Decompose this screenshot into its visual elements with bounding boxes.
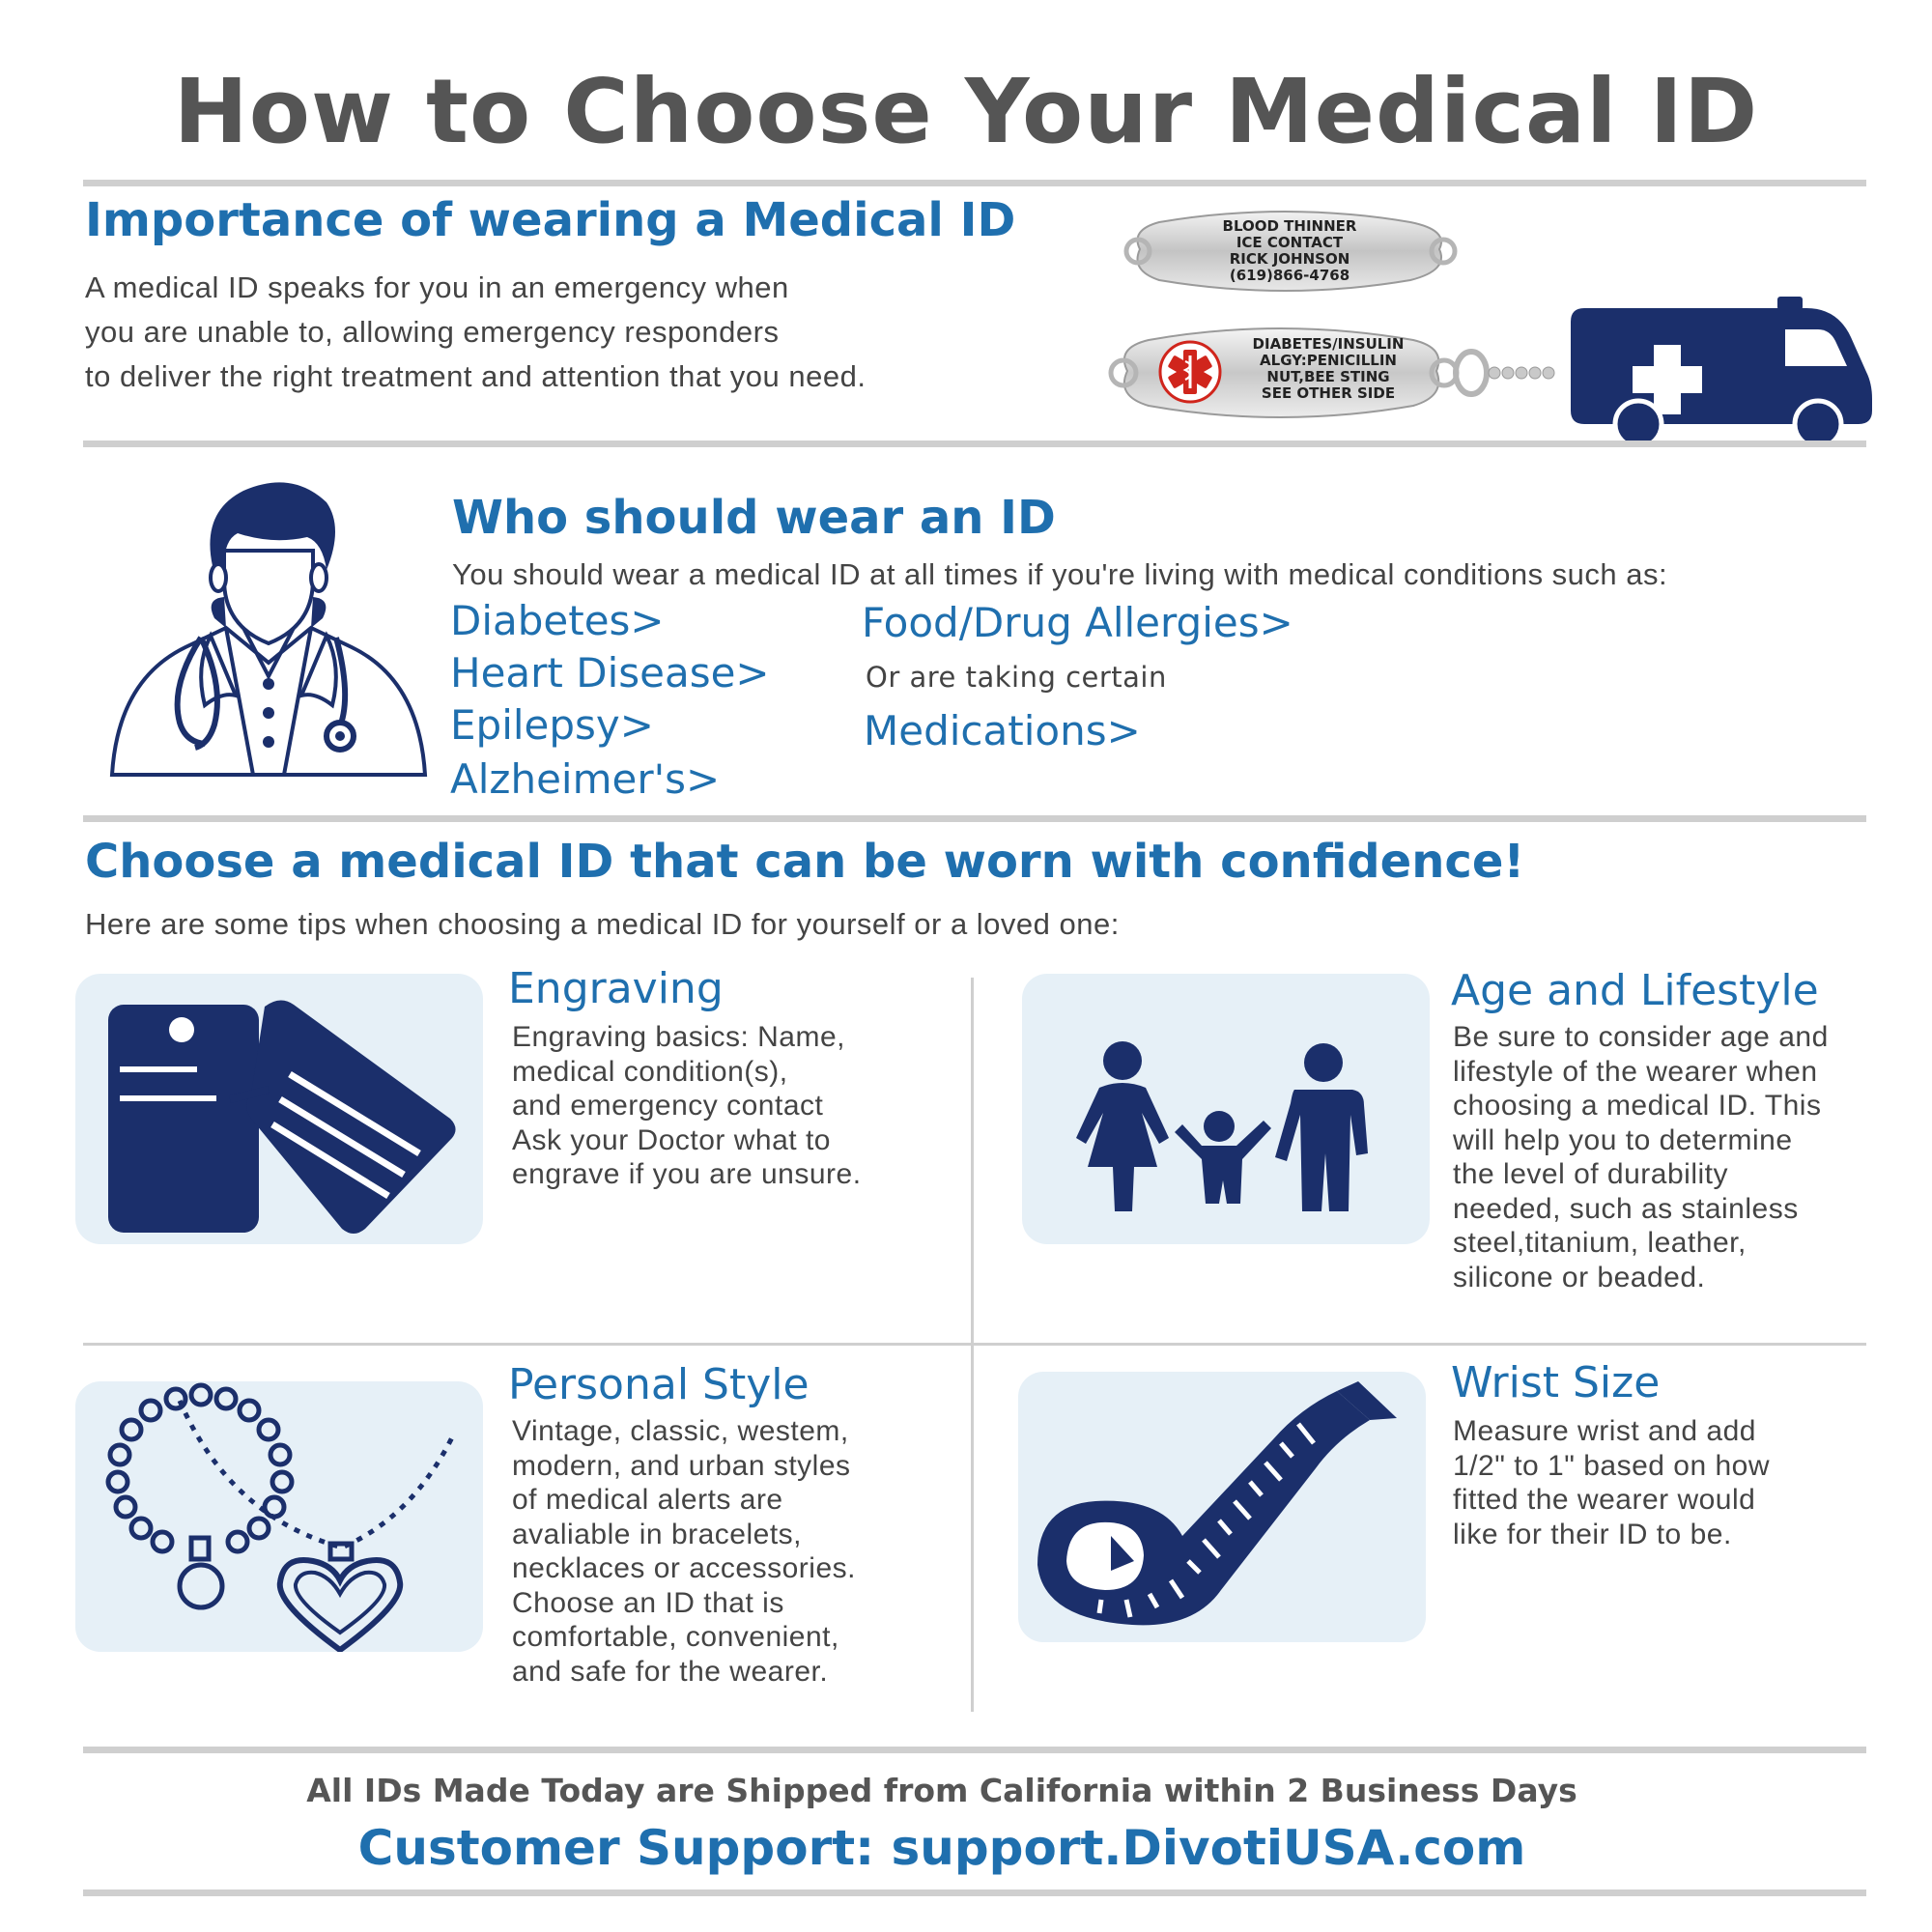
tag-2-line: ALGY:PENICILLIN — [1260, 352, 1397, 369]
tag-1-line: ICE CONTACT — [1236, 234, 1344, 251]
age-line: the level of durability — [1453, 1158, 1728, 1190]
grid-divider-horizontal — [83, 1343, 1866, 1346]
tag-1-line: RICK JOHNSON — [1229, 250, 1350, 268]
choose-heading: Choose a medical ID that can be worn with confidence! — [85, 835, 1525, 889]
age-title: Age and Lifestyle — [1451, 966, 1819, 1015]
style-line: of medical alerts are — [512, 1484, 783, 1516]
tag-2-line: DIABETES/INSULIN — [1252, 335, 1405, 353]
family-icon — [1022, 974, 1430, 1244]
importance-text — [85, 266, 866, 399]
engraving-line: Ask your Doctor what to — [512, 1123, 831, 1156]
style-title: Personal Style — [508, 1360, 810, 1409]
age-line: choosing a medical ID. This — [1453, 1090, 1822, 1122]
shipping-notice: All IDs Made Today are Shipped from California within 2 Business Days — [306, 1772, 1577, 1809]
medical-tag-2 — [1106, 315, 1570, 431]
importance-line: A medical ID speaks for you in an emergency when — [85, 270, 789, 304]
who-heading: Who should wear an ID — [452, 491, 1056, 545]
wrist-line: fitted the wearer would — [1453, 1484, 1756, 1516]
or-taking-text: Or are taking certain — [866, 661, 1167, 694]
tag-1-line: BLOOD THINNER — [1222, 217, 1357, 235]
age-line: steel,titanium, leather, — [1453, 1227, 1747, 1259]
condition-link-alzheimers[interactable]: Alzheimer's> — [450, 755, 721, 803]
wrist-line: 1/2" to 1" based on how — [1453, 1449, 1771, 1482]
divider — [83, 440, 1866, 447]
condition-link-heart-disease[interactable]: Heart Disease> — [450, 649, 770, 696]
engraving-line: engrave if you are unsure. — [512, 1158, 862, 1190]
age-line: silicone or beaded. — [1453, 1261, 1706, 1293]
divider — [83, 180, 1866, 186]
style-line: Vintage, classic, westem, — [512, 1415, 849, 1447]
style-line: modern, and urban styles — [512, 1449, 851, 1482]
age-icon-box — [1022, 974, 1430, 1244]
age-text — [1453, 1020, 1829, 1294]
tag-2-text — [1222, 336, 1435, 402]
style-line: and safe for the wearer. — [512, 1655, 829, 1688]
age-line: will help you to determine — [1453, 1123, 1793, 1156]
style-line: comfortable, convenient, — [512, 1621, 839, 1653]
style-text — [512, 1414, 856, 1689]
measuring-tape-icon — [1018, 1372, 1426, 1642]
engraving-tag-icon — [75, 974, 483, 1244]
age-line: lifestyle of the wearer when — [1453, 1055, 1818, 1088]
condition-link-medications[interactable]: Medications> — [864, 707, 1141, 754]
who-intro: You should wear a medical ID at all times if you're living with medical conditions such as: — [452, 557, 1668, 591]
style-line: necklaces or accessories. — [512, 1552, 856, 1584]
condition-link-allergies[interactable]: Food/Drug Allergies> — [862, 599, 1293, 646]
jewelry-icon — [75, 1381, 483, 1652]
doctor-icon — [108, 473, 429, 779]
wrist-line: like for their ID to be. — [1453, 1518, 1732, 1550]
tag-2-line: NUT,BEE STING — [1266, 368, 1390, 385]
style-line: Choose an ID that is — [512, 1586, 784, 1619]
medical-tag-1 — [1121, 201, 1459, 305]
tag-2-line: SEE OTHER SIDE — [1261, 384, 1396, 402]
customer-support-link[interactable]: Customer Support: support.DivotiUSA.com — [357, 1820, 1526, 1876]
engraving-line: medical condition(s), — [512, 1055, 788, 1088]
engraving-icon-box — [75, 974, 483, 1244]
wrist-title: Wrist Size — [1451, 1358, 1661, 1407]
engraving-text — [512, 1020, 862, 1192]
ambulance-icon — [1565, 295, 1876, 449]
tag-1-text — [1121, 218, 1459, 284]
engraving-line: and emergency contact — [512, 1090, 824, 1122]
engraving-line: Engraving basics: Name, — [512, 1021, 845, 1053]
importance-line: to deliver the right treatment and attention that you need. — [85, 359, 867, 393]
condition-link-epilepsy[interactable]: Epilepsy> — [450, 701, 654, 749]
divider — [83, 815, 1866, 822]
age-line: Be sure to consider age and — [1453, 1021, 1829, 1053]
choose-intro: Here are some tips when choosing a medical ID for yourself or a loved one: — [85, 907, 1120, 941]
condition-link-diabetes[interactable]: Diabetes> — [450, 597, 665, 644]
wrist-text — [1453, 1414, 1770, 1551]
age-line: needed, such as stainless — [1453, 1192, 1799, 1225]
importance-line: you are unable to, allowing emergency responders — [85, 315, 780, 349]
page-title: How to Choose Your Medical ID — [173, 60, 1759, 163]
wrist-icon-box — [1018, 1372, 1426, 1642]
importance-heading: Importance of wearing a Medical ID — [85, 193, 1016, 247]
medical-star-of-life-icon — [1158, 340, 1222, 404]
engraving-title: Engraving — [508, 964, 724, 1013]
style-line: avaliable in bracelets, — [512, 1518, 803, 1550]
tag-1-line: (619)866-4768 — [1229, 267, 1350, 284]
wrist-line: Measure wrist and add — [1453, 1415, 1756, 1447]
divider — [83, 1747, 1866, 1753]
divider — [83, 1889, 1866, 1896]
style-icon-box — [75, 1381, 483, 1652]
